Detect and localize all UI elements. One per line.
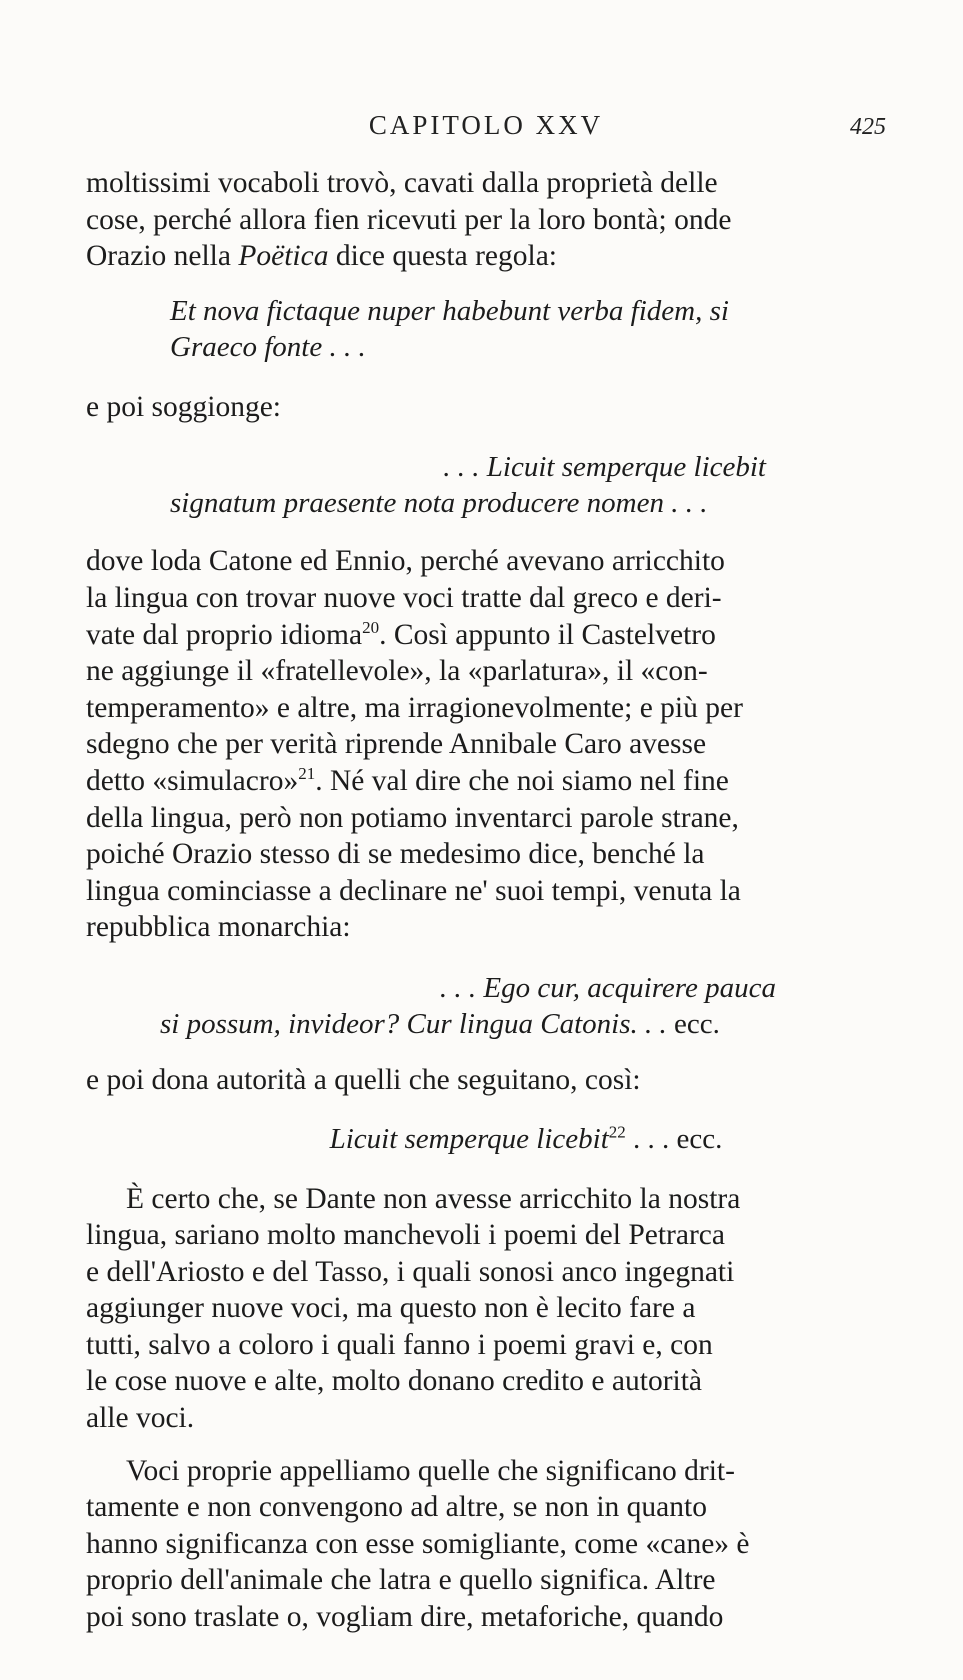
quote-line [160, 1006, 886, 1042]
text-span: . Così appunto il Castelvetro [379, 618, 716, 651]
quote-line: Graeco fonte . . . [170, 330, 366, 363]
text-line: Voci proprie appelliamo quelle che significano drit- [126, 1454, 735, 1487]
text-line [86, 617, 886, 654]
text-line: hanno significanza con esse somigliante, come «cane» è [86, 1527, 750, 1560]
text-line: poiché Orazio stesso di se medesimo dice, benché la [86, 838, 705, 871]
page-number: 425 [850, 114, 886, 140]
footnote-ref-20[interactable]: 20 [362, 617, 380, 637]
text-line: la lingua con trovar nuove voci tratte dal greco e deri- [86, 581, 722, 614]
text-line: e dell'Ariosto e del Tasso, i quali sonosi anco ingegnati [86, 1255, 735, 1288]
text-span: dice questa regola: [328, 240, 557, 273]
paragraph-6 [86, 1453, 886, 1636]
paragraph-3 [86, 543, 886, 946]
running-title: CAPITOLO XXV [368, 110, 604, 140]
quote-line: signatum praesente nota producere nomen . . . [170, 487, 708, 520]
text-line: repubblica monarchia: [86, 911, 351, 944]
quote-4 [86, 1121, 886, 1157]
quote-1 [170, 293, 886, 365]
text-line: alle voci. [86, 1402, 195, 1435]
text-line: lingua cominciasse a declinare ne' suoi tempi, venuta la [86, 874, 741, 907]
text-line: sdegno che per verità riprende Annibale Caro avesse [86, 728, 707, 761]
paragraph-4: e poi dona autorità a quelli che seguitano, così: [86, 1063, 641, 1096]
text-line: cose, perché allora fien ricevuti per la loro bontà; onde [86, 203, 732, 236]
text-line: tutti, salvo a coloro i quali fanno i poemi gravi e, con [86, 1328, 713, 1361]
italic-title: Poëtica [238, 240, 329, 273]
quote-3 [160, 970, 886, 1042]
text-line [86, 238, 886, 275]
quote-line: . . . Ego cur, acquirere pauca [439, 971, 776, 1004]
quote-line: Et nova fictaque nuper habebunt verba fidem, si [170, 294, 729, 327]
page-body [86, 165, 886, 1636]
text-line: lingua, sariano molto manchevoli i poemi del Petrarca [86, 1219, 725, 1252]
text-line: ne aggiunge il «fratellevole», la «parlatura», il «con- [86, 655, 708, 688]
paragraph-1 [86, 165, 886, 275]
text-line: È certo che, se Dante non avesse arricchito la nostra [126, 1182, 741, 1215]
text-line: moltissimi vocaboli trovò, cavati dalla proprietà delle [86, 167, 718, 199]
footnote-ref-21[interactable]: 21 [298, 764, 316, 784]
text-span: detto «simulacro» [86, 764, 299, 797]
text-line: della lingua, però non potiamo inventarci parole strane, [86, 801, 739, 834]
text-line: le cose nuove e alte, molto donano credito e autorità [86, 1365, 702, 1398]
text-line: temperamento» e altre, ma irragionevolmente; e più per [86, 691, 743, 724]
text-span: Orazio nella [86, 240, 239, 273]
text-span: si possum, invideor? Cur lingua Catonis. . . [160, 1007, 674, 1040]
text-span: vate dal proprio idioma [86, 618, 363, 651]
text-span: . . . ecc. [625, 1122, 723, 1155]
text-span: . Né val dire che noi siamo nel fine [315, 764, 729, 797]
text-line: tamente e non convengono ad altre, se non in quanto [86, 1491, 707, 1524]
text-line: aggiunger nuove voci, ma questo non è lecito fare a [86, 1292, 696, 1325]
paragraph-2: e poi soggionge: [86, 390, 282, 423]
text-line: dove loda Catone ed Ennio, perché avevano arricchito [86, 545, 725, 578]
footnote-ref-22[interactable]: 22 [608, 1121, 626, 1141]
quote-2 [170, 449, 886, 521]
spacer [86, 1437, 886, 1453]
text-line: poi sono traslate o, vogliam dire, metaforiche, quando [86, 1601, 724, 1634]
paragraph-5 [86, 1181, 886, 1437]
text-line: proprio dell'animale che latra e quello significa. Altre [86, 1564, 716, 1597]
page-header [86, 110, 886, 150]
text-line [86, 763, 886, 800]
quote-line: . . . Licuit semperque licebit [443, 451, 766, 484]
text-span: Licuit semperque licebit [329, 1122, 609, 1155]
text-span: ecc. [674, 1007, 720, 1040]
